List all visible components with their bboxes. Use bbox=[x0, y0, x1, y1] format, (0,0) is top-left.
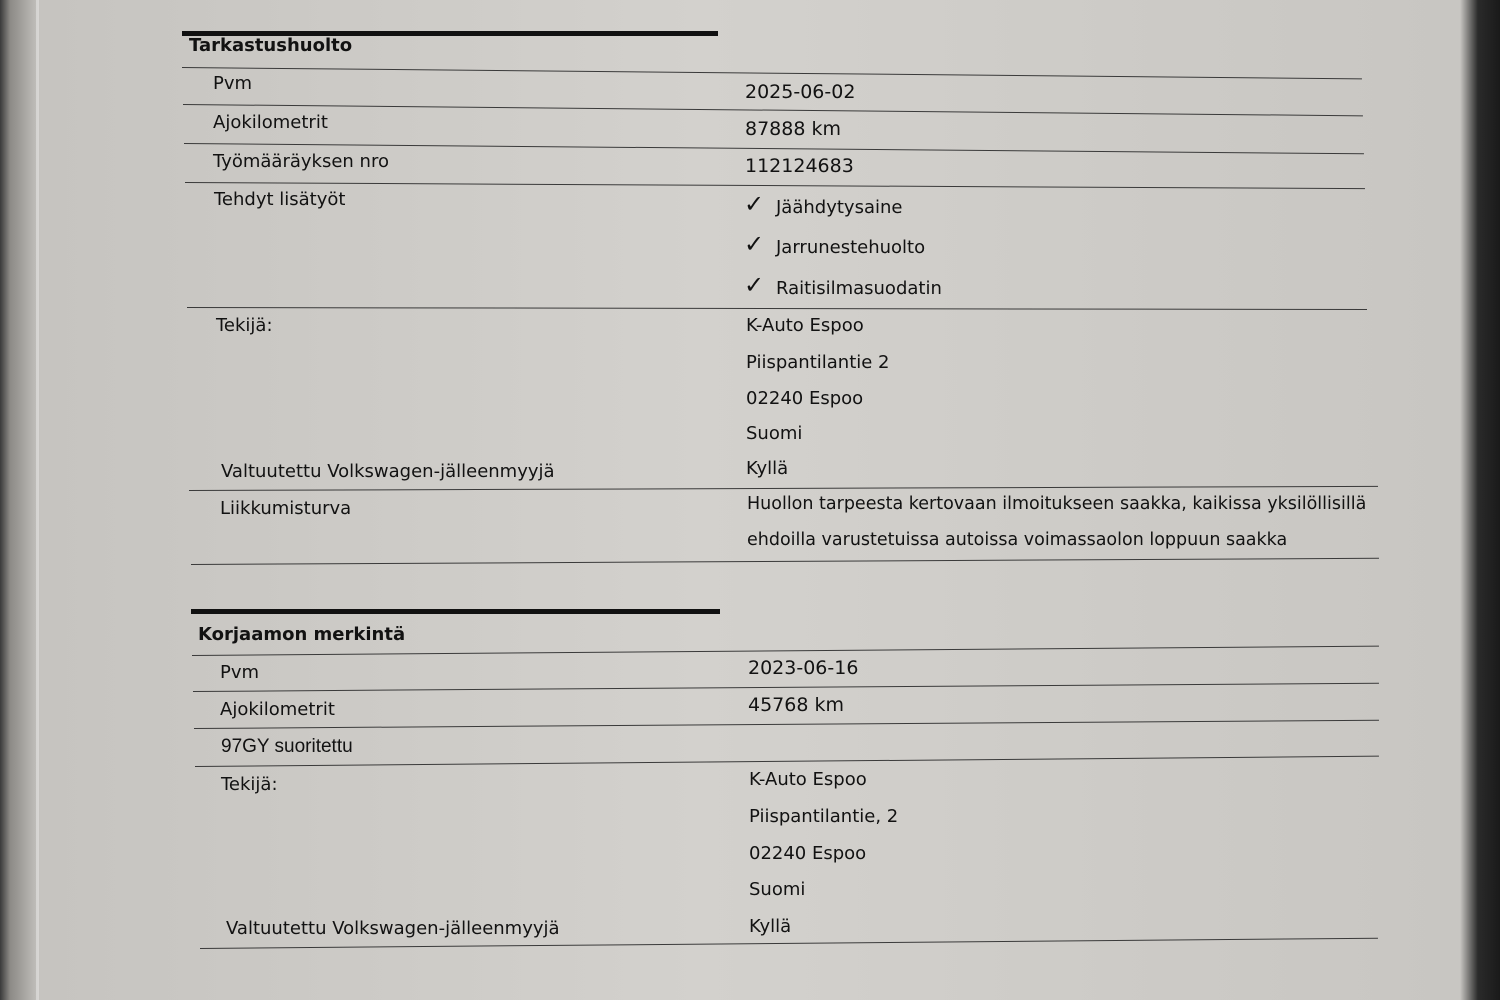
tekija-label: Tekijä: bbox=[221, 774, 278, 795]
tekija-line: 02240 Espoo bbox=[749, 843, 867, 864]
lisatyo-item: Jäähdytysaine bbox=[776, 197, 903, 218]
suoritettu-label: 97GY suoritettu bbox=[221, 736, 353, 757]
liikkumisturva-line: Huollon tarpeesta kertovaan ilmoitukseen saakka, kaikissa yksilöllisillä bbox=[747, 494, 1367, 514]
km-value: 45768 km bbox=[748, 694, 844, 716]
pvm-label: Pvm bbox=[213, 73, 253, 94]
pvm-label: Pvm bbox=[220, 662, 260, 683]
liikkumisturva-label: Liikkumisturva bbox=[220, 498, 352, 519]
lisatyot-label: Tehdyt lisätyöt bbox=[214, 189, 346, 210]
row-divider bbox=[192, 646, 1379, 656]
tekija-line: Piispantilantie, 2 bbox=[749, 806, 899, 827]
checkmark-icon: ✓ bbox=[744, 230, 765, 258]
tekija-line: Piispantilantie 2 bbox=[746, 352, 890, 373]
row-divider bbox=[187, 307, 1367, 310]
lisatyo-item: Jarrunestehuolto bbox=[776, 237, 926, 258]
valtuutettu-value: Kyllä bbox=[746, 458, 789, 479]
section-title: Tarkastushuolto bbox=[189, 35, 353, 56]
tmr-value: 112124683 bbox=[745, 155, 854, 177]
tmr-label: Työmääräyksen nro bbox=[213, 151, 389, 172]
section-title: Korjaamon merkintä bbox=[198, 624, 406, 645]
section-divider-thick bbox=[191, 609, 720, 614]
valtuutettu-label: Valtuutettu Volkswagen-jälleenmyyjä bbox=[226, 918, 560, 939]
liikkumisturva-line: ehdoilla varustetuissa autoissa voimassaolon loppuun saakka bbox=[747, 530, 1288, 550]
row-divider bbox=[191, 558, 1379, 565]
valtuutettu-label: Valtuutettu Volkswagen-jälleenmyyjä bbox=[221, 461, 555, 482]
row-divider bbox=[195, 756, 1379, 767]
tekija-line: K-Auto Espoo bbox=[746, 315, 864, 336]
valtuutettu-value: Kyllä bbox=[749, 916, 792, 937]
row-divider bbox=[189, 486, 1378, 491]
tekija-line: K-Auto Espoo bbox=[749, 769, 867, 790]
km-value: 87888 km bbox=[745, 118, 841, 140]
lisatyo-item: Raitisilmasuodatin bbox=[776, 278, 942, 299]
tekija-line: 02240 Espoo bbox=[746, 388, 864, 409]
paper-fold bbox=[36, 0, 39, 1000]
row-divider bbox=[193, 683, 1379, 692]
pvm-value: 2025-06-02 bbox=[745, 81, 856, 103]
tekija-line: Suomi bbox=[746, 423, 803, 444]
tekija-line: Suomi bbox=[749, 879, 806, 900]
row-divider bbox=[185, 182, 1365, 189]
km-label: Ajokilometrit bbox=[220, 699, 335, 720]
pvm-value: 2023-06-16 bbox=[748, 657, 859, 679]
tekija-label: Tekijä: bbox=[216, 315, 273, 336]
row-divider bbox=[182, 67, 1362, 79]
row-divider bbox=[194, 720, 1379, 729]
km-label: Ajokilometrit bbox=[213, 112, 328, 133]
row-divider bbox=[183, 104, 1363, 116]
checkmark-icon: ✓ bbox=[744, 271, 765, 299]
checkmark-icon: ✓ bbox=[744, 190, 765, 218]
